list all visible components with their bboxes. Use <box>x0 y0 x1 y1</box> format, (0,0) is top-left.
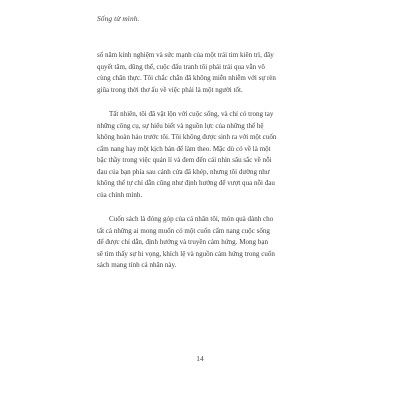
text-line: tất cả những ai mong muốn có một cuốn cẩm nang cuộc sống <box>97 226 270 235</box>
paragraph-3 <box>97 214 310 272</box>
text-line: đau của bạn phía sau cánh cửa đã khép, nhưng tôi dường như <box>97 167 270 176</box>
text-line: để được chỉ dẫn, định hướng và truyền cảm hứng. Mong bạn <box>97 238 268 246</box>
text-line: sách mang tính cá nhân này. <box>97 261 177 269</box>
text-line: những công cụ, sự hiểu biết và nguồn lực của những thế hệ <box>97 121 264 130</box>
body-text <box>97 50 310 285</box>
text-line: Cuốn sách là đóng góp của cá nhân tôi, món quà dành cho <box>109 215 274 223</box>
text-line: Tất nhiên, tôi đã vật lộn với cuộc sống, và chỉ có trong tay <box>109 110 274 118</box>
page-number: 14 <box>196 354 204 363</box>
text-line: không thể tự chỉ dẫn cũng như định hướng để vượt qua nỗi đau <box>97 179 275 187</box>
text-line: bậc thầy trong việc quản lí và đem đến cái nhìn sâu sắc về nỗi <box>97 156 272 164</box>
text-line: sẽ tìm thấy sự hi vọng, khích lệ và nguồn cảm hứng trong cuốn <box>97 249 275 258</box>
paragraph-2 <box>97 109 310 201</box>
text-line: cẩm nang hay một kịch bản để làm theo. Mặc dù có về là một <box>97 144 271 153</box>
text-line: cùng chân thực. Tôi chắc chắn đã không miễn nhiễm với sự rèn <box>97 74 276 82</box>
text-line: của chính mình. <box>97 190 143 199</box>
text-line: số năm kinh nghiệm và sức mạnh của một trái tim kiên trì, đây <box>97 51 274 59</box>
text-line: quyết tâm, dũng thể, cuộc đấu tranh tôi phải trải qua vẫn vô <box>97 62 265 71</box>
running-head: Sống tử mình. <box>97 14 140 23</box>
text-line: không hoàn hảo trước tôi. Tôi không được sinh ra với một cuốn <box>97 133 277 141</box>
text-line: giũa trong thời thơ ấu về việc phải là một người tốt. <box>97 85 243 94</box>
paragraph-1 <box>97 50 310 96</box>
